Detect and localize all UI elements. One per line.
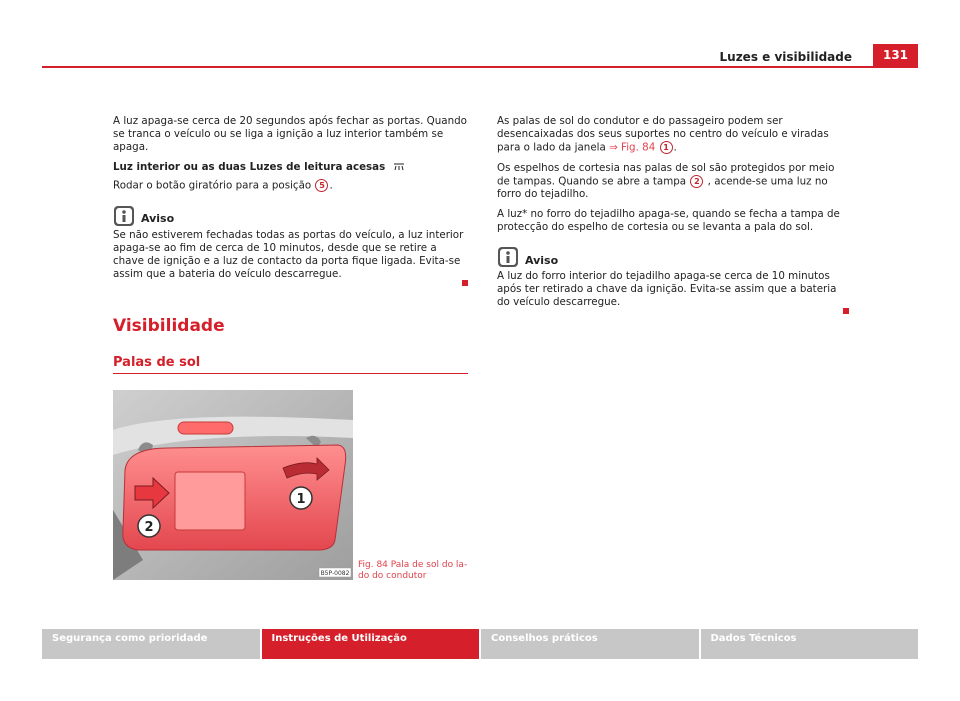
callout-1: 1 (296, 492, 306, 507)
callout-badge: 2 (690, 175, 703, 188)
info-icon (497, 246, 519, 268)
tab-conselhos[interactable]: Conselhos práticos (481, 629, 701, 659)
page-number: 131 (882, 48, 909, 62)
aviso-title: Aviso (525, 253, 559, 267)
footer-nav (42, 629, 918, 659)
tab-seguranca[interactable]: Segurança como prioridade (42, 629, 262, 659)
tab-dados-tecnicos[interactable]: Dados Técnicos (701, 629, 919, 659)
subsection-title: Palas de sol (113, 355, 201, 370)
paragraph: Rodar o botão giratório para a posição (113, 179, 312, 192)
section-title: Visibilidade (113, 316, 225, 336)
paragraph: , acende-se uma luz no forro do tejadilho. (497, 175, 828, 200)
figure-caption (358, 560, 467, 582)
paragraph: Os espelhos de cortesia nas palas de sol são protegidos por meio de tampas. Quando se abre a tampa (497, 161, 835, 187)
callout-badge: 5 (315, 179, 328, 192)
sun-visor-illustration (113, 390, 353, 580)
callout-2: 2 (144, 520, 154, 535)
end-marker (462, 280, 468, 286)
paragraph: A luz* no forro do tejadilho apaga-se, quando se fecha a tampa de protecção do espelho de cortesia ou se levanta a pala do sol. (497, 208, 840, 233)
info-icon (113, 205, 135, 227)
chapter-title: Luzes e visibilidade (719, 50, 852, 64)
right-column: As palas de sol do condutor e do passageiro podem ser desencaixadas dos seus suportes no centro do veículo e viradas para o lado da janela ⇒ Fig. 84 1 . Os espelhos de cortesia nas palas de sol são protegidos por meio de tampas. Quando se abre a tampa 2 , acende-se uma luz no forro do tejadilho. A luz* no forro do tejadilho apaga-se, quando se fecha a tampa de protecção do espelho de cortesia ou se levanta a pala do sol. Aviso A luz do forro interior do tejadilho apaga-se cerca de 10 minutos após ter retirado a chave da ignição. Evita-se assim que a bateria do veículo descarregue. (497, 115, 849, 318)
aviso-text: Se não estiverem fechadas todas as portas do veículo, a luz interior apaga-se ao fim de cerca de 10 minutos, desde que se retire a chave de ignição e a luz de contacto da porta fique ligada. Evita-se assim que a bateria do veículo descarregue. (113, 228, 464, 280)
figure-code: B5P-0082 (320, 570, 350, 577)
aviso-text: A luz do forro interior do tejadilho apaga-se cerca de 10 minutos após ter retirado a chave da ignição. Evita-se assim que a bateria do veículo descarregue. (497, 270, 837, 308)
callout-badge: 1 (660, 141, 673, 154)
paragraph: A luz apaga-se cerca de 20 segundos após fechar as portas. Quando se tranca o veículo ou se liga a ignição a luz interior também se apaga. (113, 115, 467, 153)
aviso-title: Aviso (141, 212, 175, 225)
end-marker (843, 308, 849, 314)
caption-line: do do condutor (358, 571, 427, 581)
tab-instrucoes[interactable]: Instruções de Utilização (262, 629, 482, 659)
header-rule (42, 66, 918, 68)
left-column: A luz apaga-se cerca de 20 segundos após fechar as portas. Quando se tranca o veículo ou se liga a ignição a luz interior também se apaga. Luz interior ou as duas Luzes de leitura acesas Rodar o botão giratório para a posição 5 . Aviso Se não estiverem fechadas todas as portas do veículo, a luz interior apaga-se ao fim de cerca de 10 minutos, desde que se retire a chave de ignição e a luz de contacto da porta fique ligada. Evita-se assim que a bateria do veículo descarregue. (113, 115, 468, 290)
aviso-header (113, 205, 468, 227)
aviso-header (497, 246, 849, 268)
subheading: Luz interior ou as duas Luzes de leitura acesas (113, 161, 386, 173)
caption-line: Fig. 84 Pala de sol do la- (358, 560, 468, 570)
subsection-rule (113, 373, 468, 374)
reading-light-icon (392, 163, 406, 171)
paragraph: As palas de sol do condutor e do passageiro podem ser desencaixadas dos seus suportes no centro do veículo e viradas para o lado da janela (497, 115, 829, 154)
figure-link[interactable]: ⇒ Fig. 84 (609, 141, 656, 154)
